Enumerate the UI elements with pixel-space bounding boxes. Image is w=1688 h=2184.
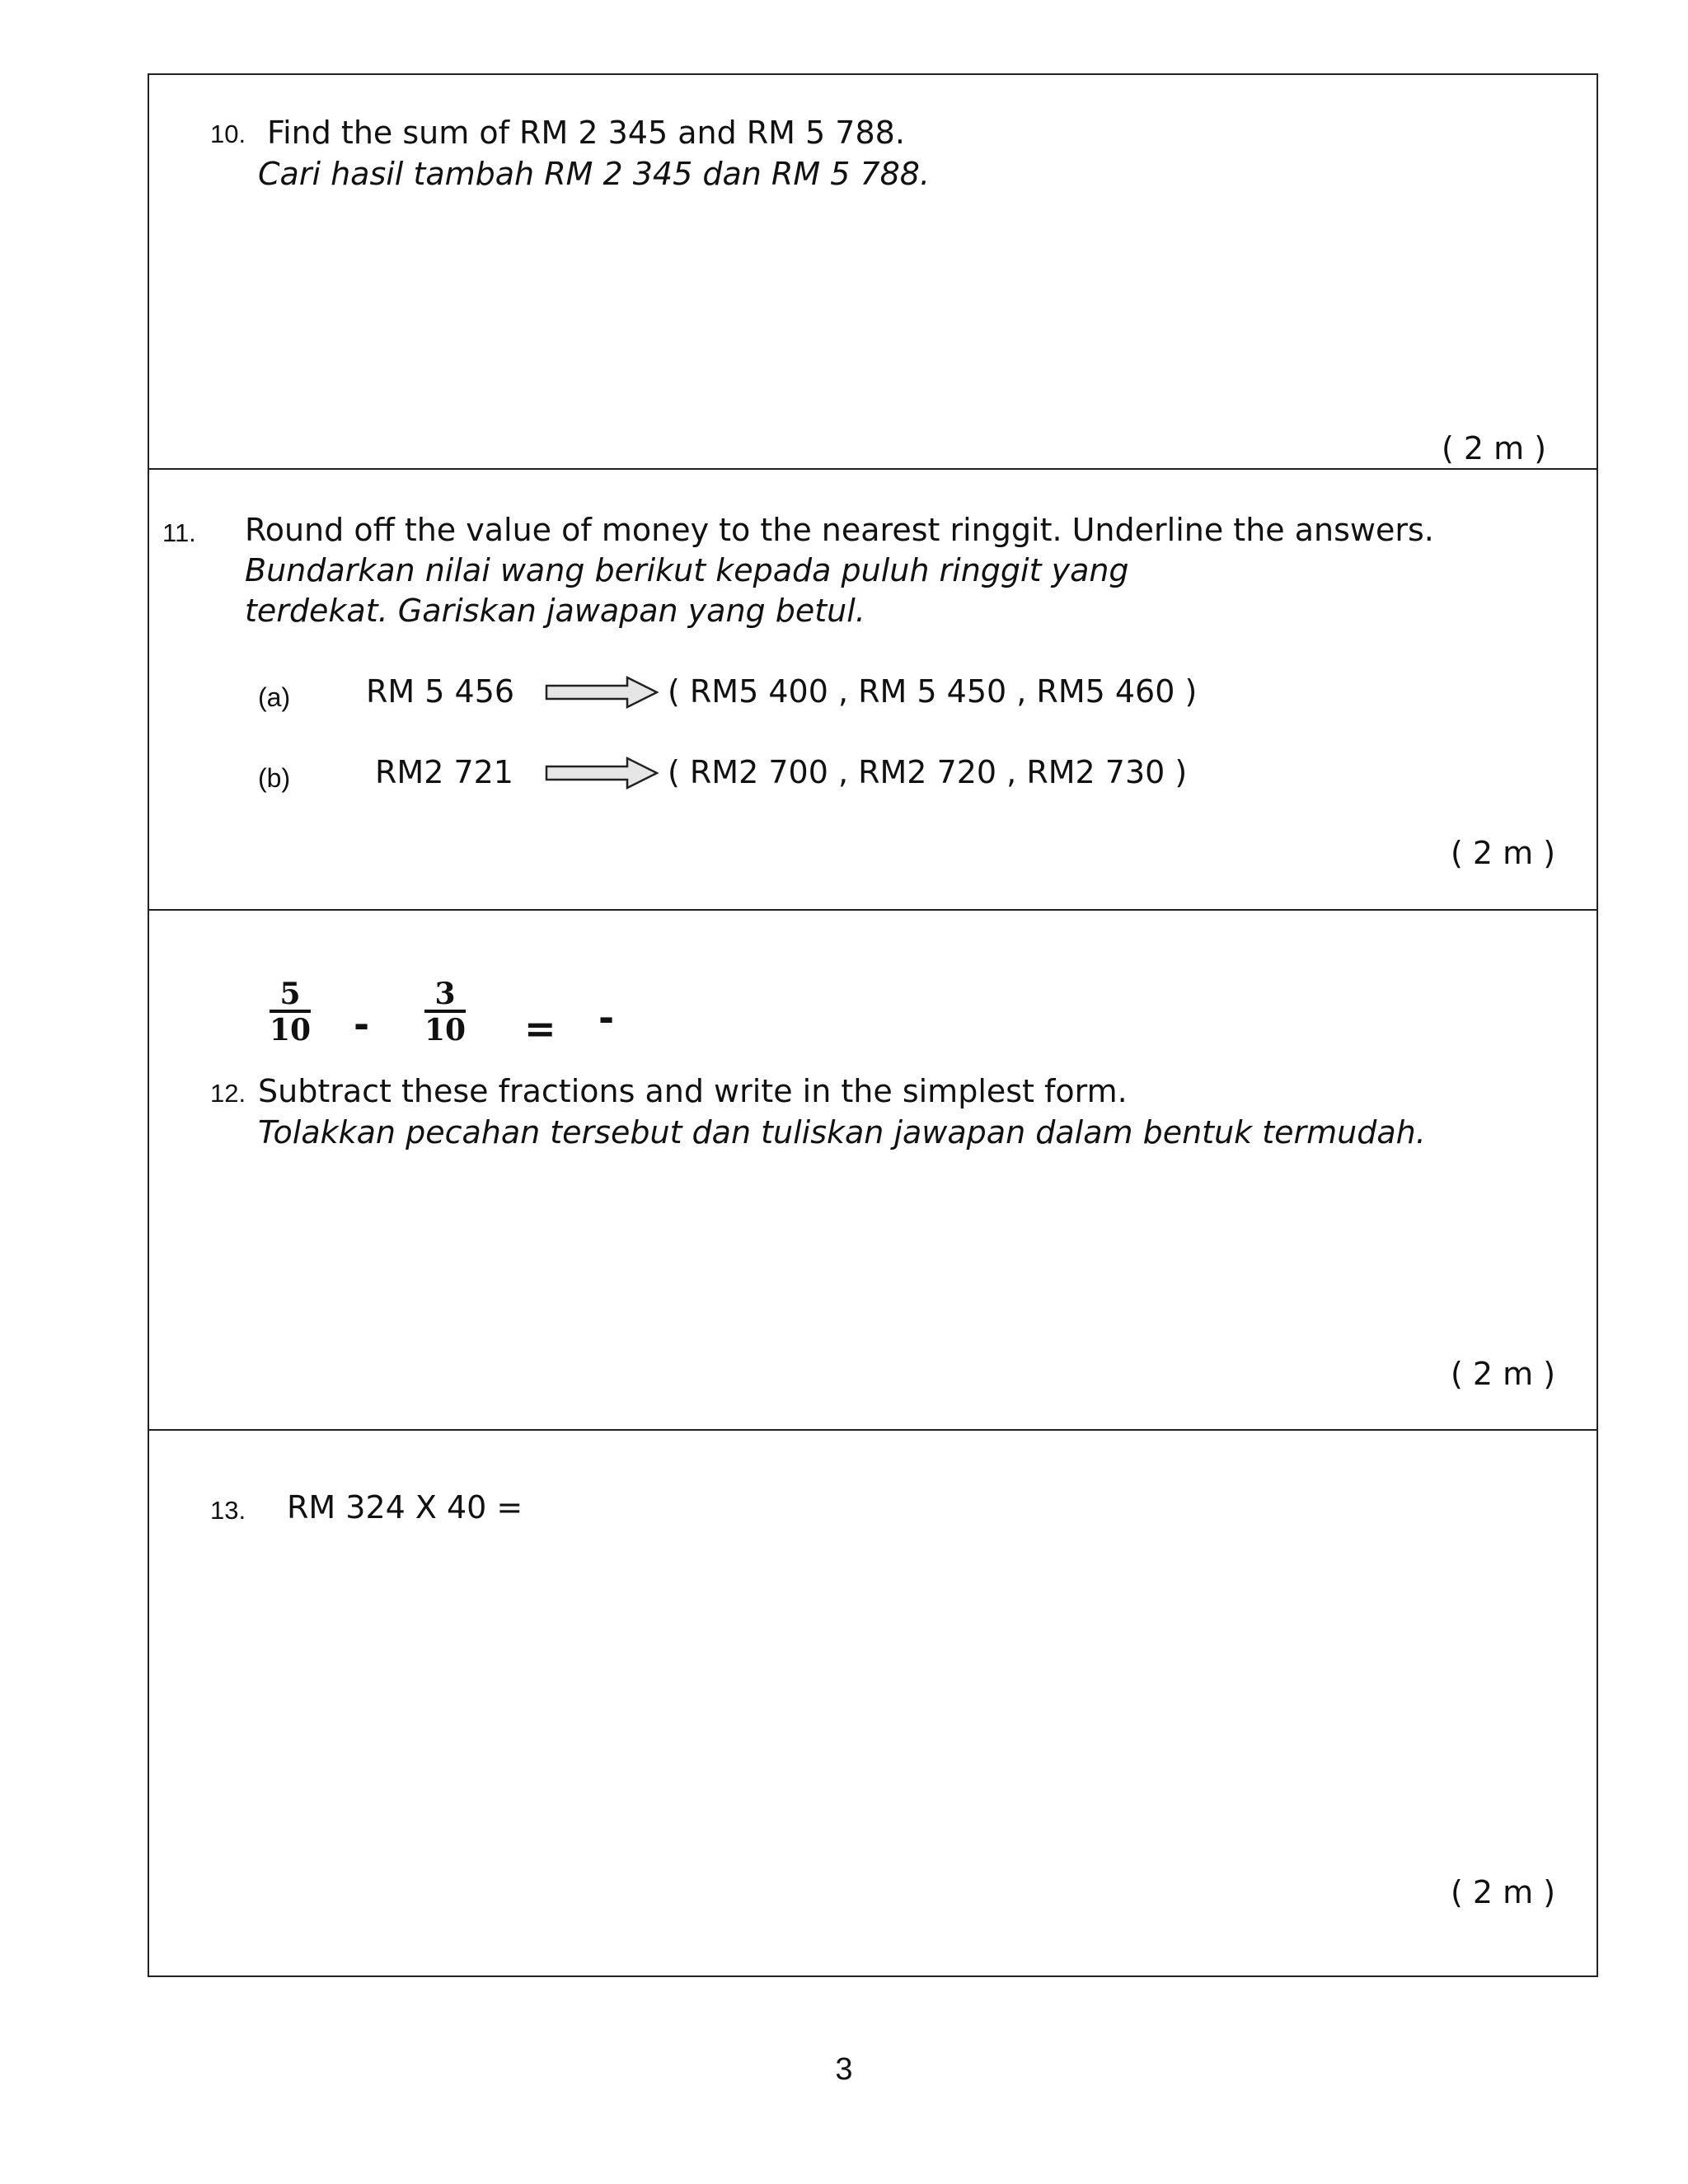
item-label: (b) — [258, 763, 291, 793]
question-text-malay: Tolakkan pecahan tersebut dan tuliskan jawapan dalam bentuk termudah. — [258, 1114, 1426, 1151]
section-divider-13 — [148, 1429, 1598, 1431]
page-number: 3 — [835, 2052, 853, 2087]
minus-sign: - — [354, 1002, 370, 1047]
question-number: 11. — [162, 518, 196, 547]
question-expression: RM 324 X 40 = — [287, 1489, 523, 1526]
fraction-numerator: 5 — [270, 978, 311, 1013]
fraction-second — [424, 978, 466, 1047]
right-arrow-icon — [545, 676, 659, 709]
right-arrow-icon — [545, 757, 659, 790]
marks-label: ( 2 m ) — [1451, 1356, 1556, 1392]
item-value: RM2 721 — [375, 754, 513, 790]
question-number: 10. — [210, 120, 246, 148]
fraction-first — [270, 978, 311, 1047]
equals-sign: = — [524, 1006, 556, 1051]
question-text-english: Find the sum of RM 2 345 and RM 5 788. — [267, 115, 905, 151]
answer-options: ( RM5 400 , RM 5 450 , RM5 460 ) — [668, 673, 1198, 710]
marks-label: ( 2 m ) — [1451, 835, 1556, 871]
fraction-numerator: 3 — [424, 978, 466, 1013]
item-value: RM 5 456 — [366, 673, 515, 710]
trailing-dash: - — [598, 996, 615, 1040]
question-text-malay: Cari hasil tambah RM 2 345 dan RM 5 788. — [258, 156, 931, 192]
question-text-malay-line2: terdekat. Gariskan jawapan yang betul. — [245, 593, 865, 629]
question-number: 13. — [210, 1496, 246, 1525]
section-divider-12 — [148, 909, 1598, 911]
item-label: (a) — [258, 682, 291, 712]
fraction-denominator: 10 — [424, 1013, 467, 1047]
question-text-english: Round off the value of money to the nearest ringgit. Underline the answers. — [245, 512, 1434, 548]
section-divider-11 — [148, 468, 1598, 470]
marks-label: ( 2 m ) — [1451, 1874, 1556, 1910]
fraction-denominator: 10 — [270, 1013, 312, 1047]
question-text-english: Subtract these fractions and write in the simplest form. — [258, 1073, 1128, 1109]
question-number: 12. — [210, 1079, 246, 1108]
answer-options: ( RM2 700 , RM2 720 , RM2 730 ) — [668, 754, 1188, 790]
marks-label: ( 2 m ) — [1442, 430, 1547, 466]
question-text-malay-line1: Bundarkan nilai wang berikut kepada puluh ringgit yang — [245, 552, 1129, 588]
